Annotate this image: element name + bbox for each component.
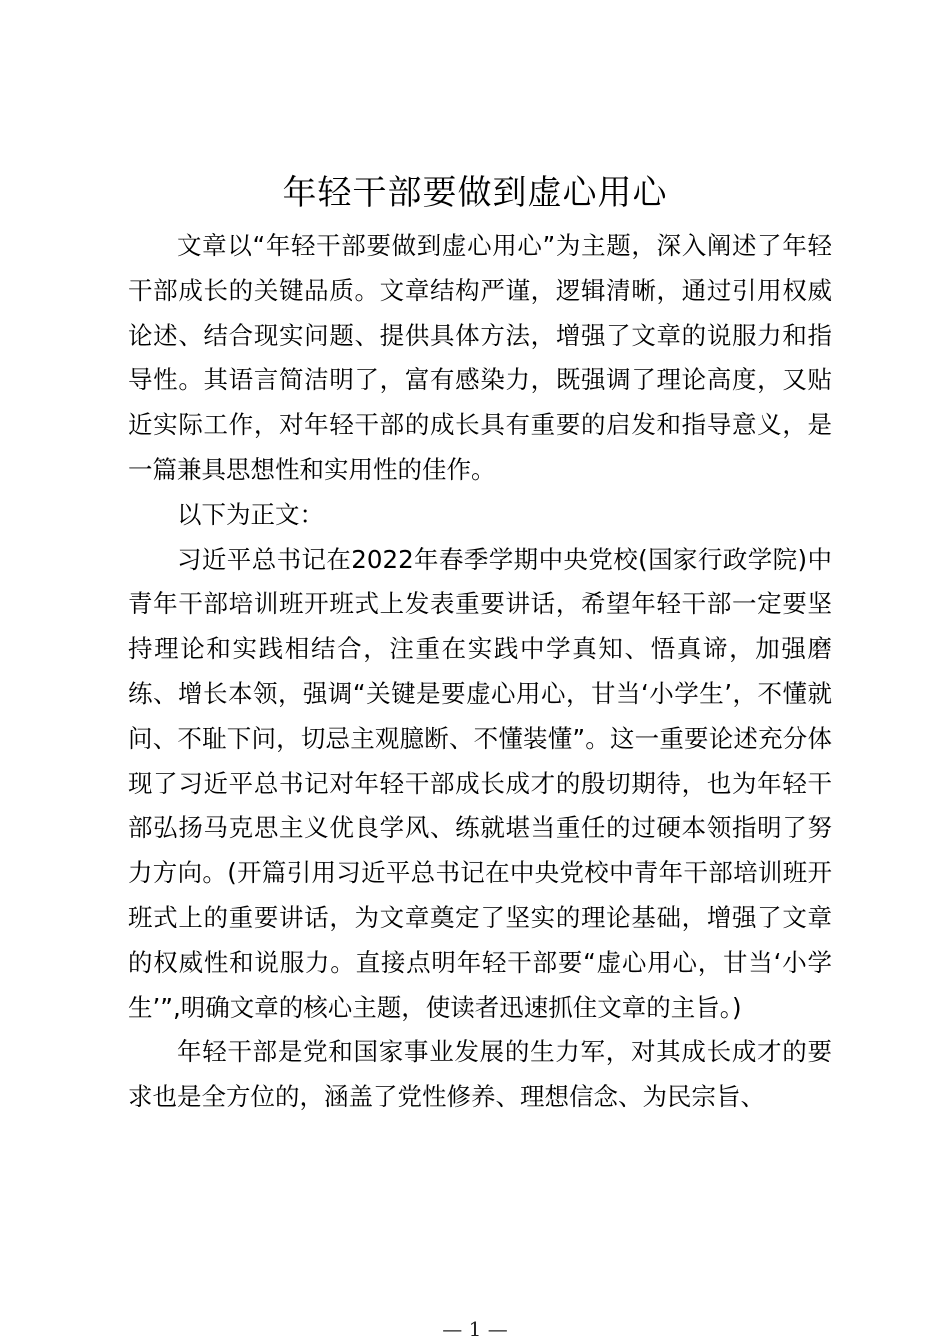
body-paragraph: 年轻干部是党和国家事业发展的生力军，对其成长成才的要求也是全方位的，涵盖了党性修养、理想信念、为民宗旨、	[128, 1037, 832, 1112]
summary-paragraph: 文章以“年轻干部要做到虚心用心”为主题，深入阐述了年轻干部成长的关键品质。文章结构严谨，逻辑清晰，通过引用权威论述、结合现实问题、提供具体方法，增强了文章的说服力和指导性。其语言简洁明了，富有感染力，既强调了理论高度，又贴近实际工作，对年轻干部的成长具有重要的启发和指导意义，是一篇兼具思想性和实用性的佳作。	[128, 231, 832, 484]
document-body	[128, 224, 832, 1120]
body-paragraph: 习近平总书记在2022年春季学期中央党校(国家行政学院)中青年干部培训班开班式上发表重要讲话，希望年轻干部一定要坚持理论和实践相结合，注重在实践中学真知、悟真谛，加强磨练、增长本领，强调“关键是要虚心用心，甘当‘小学生’，不懂就问、不耻下问，切忌主观臆断、不懂装懂”。这一重要论述充分体现了习近平总书记对年轻干部成长成才的殷切期待，也为年轻干部弘扬马克思主义优良学风、练就堪当重任的过硬本领指明了努力方向。(开篇引用习近平总书记在中央党校中青年干部培训班开班式上的重要讲话，为文章奠定了坚实的理论基础，增强了文章的权威性和说服力。直接点明年轻干部要“虚心用心，甘当‘小学生’”,明确文章的核心主题，使读者迅速抓住文章的主旨。)	[128, 544, 832, 1022]
document-title: 年轻干部要做到虚心用心	[282, 173, 668, 213]
intro-line: 以下为正文：	[177, 499, 324, 529]
page-number: — 1 —	[442, 1317, 508, 1341]
